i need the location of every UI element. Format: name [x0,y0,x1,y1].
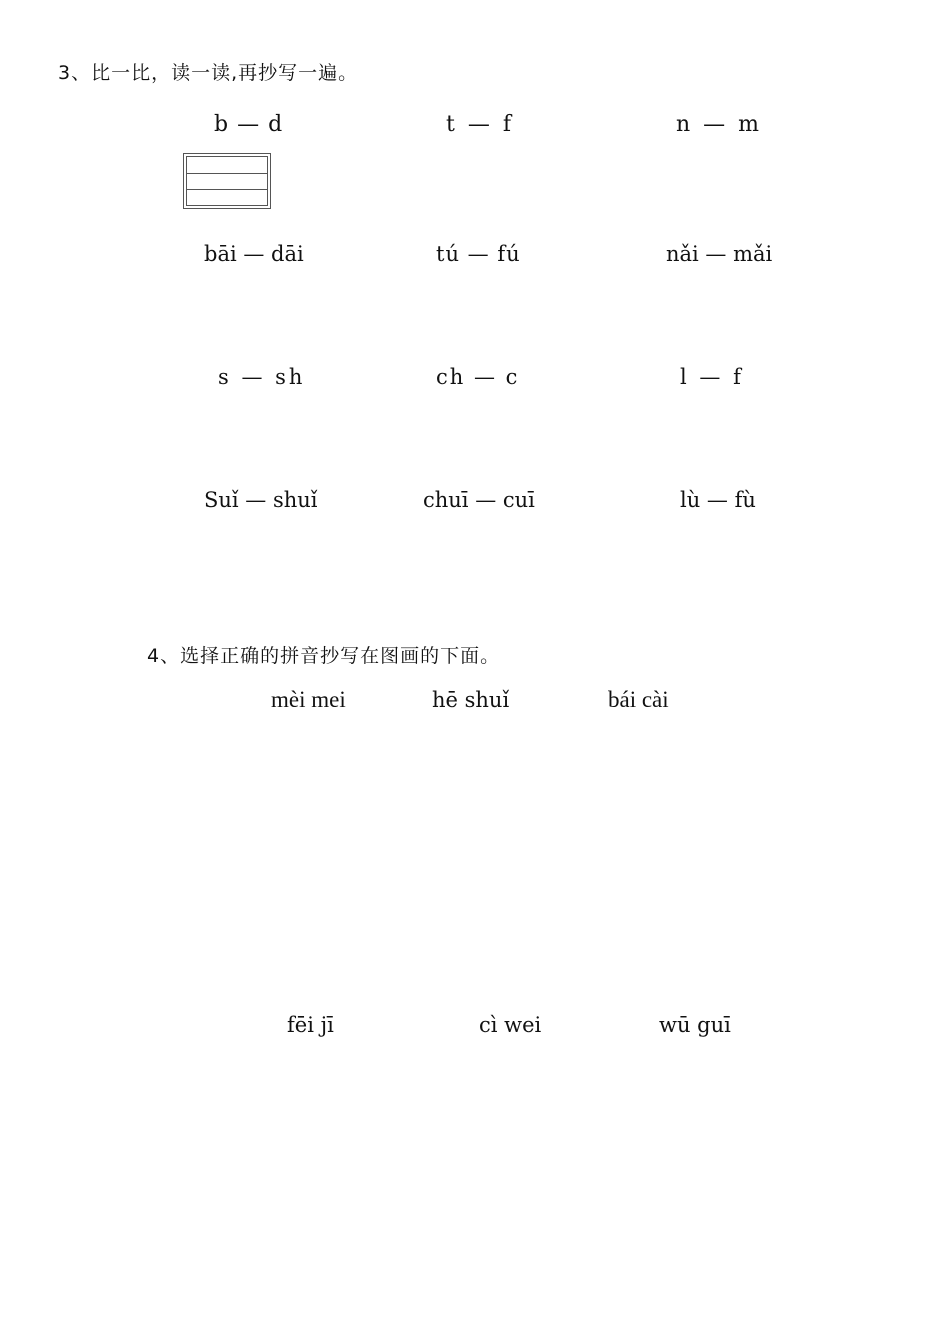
option-heshui: hē shuǐ [432,688,510,712]
option-baicai: bái cài [608,687,669,712]
pair-lu-fu: lù — fù [680,488,756,512]
pair-n-m: n — m [676,112,763,137]
option-feiji: fēi jī [287,1013,334,1037]
pair-bai-dai: bāi — dāi [204,242,304,266]
pair-nai-mai: nǎi — mǎi [666,242,773,266]
pair-tu-fu: tú — fú [436,242,521,266]
option-wugui: wū guī [659,1013,731,1037]
pair-ch-c: ch — c [436,365,520,389]
pair-chui-cui: chuī — cuī [423,488,535,512]
option-meimei: mèi mei [271,687,346,712]
writing-grid-inner [186,156,268,206]
writing-grid-line [186,189,268,190]
writing-grid[interactable] [183,153,271,209]
writing-grid-line [186,173,268,174]
pair-sui-shui: Suǐ — shuǐ [204,488,318,512]
pair-s-sh: s — sh [218,365,306,389]
pair-t-f: t — f [446,112,514,137]
section4-heading: 4、选择正确的拼音抄写在图画的下面。 [147,645,501,667]
pair-b-d: b — d [214,112,284,137]
option-ciwei: cì wei [479,1013,542,1037]
pair-l-f: l — f [680,365,744,389]
section3-heading: 3、比一比，读一读,再抄写一遍。 [58,62,359,84]
